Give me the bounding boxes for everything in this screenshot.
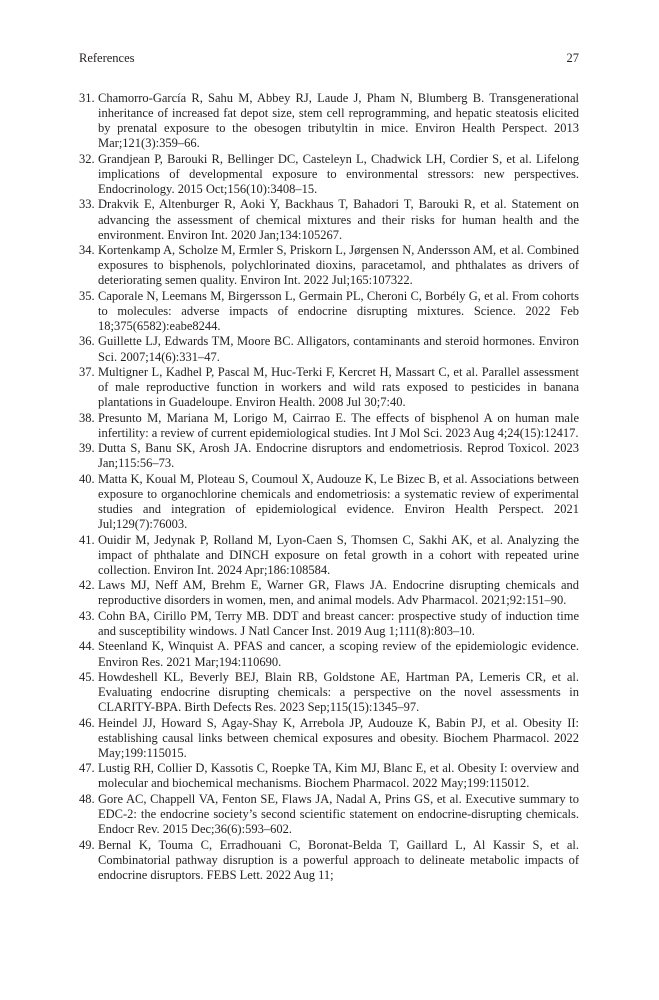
reference-number: 33. <box>79 197 95 212</box>
reference-item <box>79 670 579 715</box>
reference-item <box>79 472 579 532</box>
reference-text: Howdeshell KL, Beverly BEJ, Blain RB, Goldstone AE, Hartman PA, Lemeris CR, et al. Evaluating endocrine disrupting chemicals: a perspective on the novel assessments in CLARITY-BPA. Birth Defects Res. 2023 Sep;115(15):1345–97. <box>98 670 579 715</box>
reference-text: Drakvik E, Altenburger R, Aoki Y, Backhaus T, Bahadori T, Barouki R, et al. Statement on advancing the assessment of chemical mixtures and their risks for human health and the environment. Environ Int. 2020 Jan;134:105267. <box>98 197 579 242</box>
reference-item <box>79 716 579 761</box>
reference-item <box>79 289 579 334</box>
reference-item <box>79 152 579 197</box>
reference-text: Bernal K, Touma C, Erradhouani C, Boronat-Belda T, Gaillard L, Al Kassir S, et al. Combinatorial pathway disruption is a powerful approach to delineate metabolic impacts of endocrine disruptors. FEBS Lett. 2022 Aug 11; <box>98 837 579 882</box>
reference-item <box>79 411 579 441</box>
reference-text: Cohn BA, Cirillo PM, Terry MB. DDT and breast cancer: prospective study of induction time and susceptibility windows. J Natl Cancer Inst. 2019 Aug 1;111(8):803–10. <box>98 608 579 638</box>
reference-number: 40. <box>79 471 95 486</box>
reference-text: Lustig RH, Collier D, Kassotis C, Roepke TA, Kim MJ, Blanc E, et al. Obesity I: overview and molecular and biochemical mechanisms. Biochem Pharmacol. 2022 May;199:115012. <box>98 761 579 791</box>
reference-number: 43. <box>79 608 95 623</box>
reference-list <box>79 91 579 883</box>
reference-item <box>79 365 579 410</box>
reference-text: Caporale N, Leemans M, Birgersson L, Germain PL, Cheroni C, Borbély G, et al. From cohorts to molecules: adverse impacts of endocrine disrupting mixtures. Science. 2022 Feb 18;375(6582):eabe8244. <box>98 288 579 333</box>
reference-number: 47. <box>79 761 95 776</box>
reference-item <box>79 533 579 578</box>
reference-text: Dutta S, Banu SK, Arosh JA. Endocrine disruptors and endometriosis. Reprod Toxicol. 2023 Jan;115:56–73. <box>98 441 579 471</box>
reference-text: Multigner L, Kadhel P, Pascal M, Huc-Terki F, Kercret H, Massart C, et al. Parallel assessment of male reproductive function in workers and wild rats exposed to pesticides in banana plantations in Guadeloupe. Environ Health. 2008 Jul 30;7:40. <box>98 365 579 410</box>
reference-item <box>79 609 579 639</box>
reference-number: 31. <box>79 91 95 105</box>
reference-text: Chamorro-García R, Sahu M, Abbey RJ, Laude J, Pham N, Blumberg B. Transgenerational inheritance of increased fat depot size, stem cell reprogramming, and hepatic steatosis elicited by prenatal exposure to the obesogen tributyltin in mice. Environ Health Perspect. 2013 Mar;121(3):359–66. <box>98 91 579 151</box>
reference-text: Ouidir M, Jedynak P, Rolland M, Lyon-Caen S, Thomsen C, Sakhi AK, et al. Analyzing the impact of phthalate and DINCH exposure on fetal growth in a cohort with repeated urine collection. Environ Int. 2024 Apr;186:108584. <box>98 532 579 577</box>
reference-number: 49. <box>79 837 95 852</box>
reference-number: 42. <box>79 578 95 593</box>
reference-text: Gore AC, Chappell VA, Fenton SE, Flaws JA, Nadal A, Prins GS, et al. Executive summary to EDC-2: the endocrine society’s second scientific statement on endocrine-disrupting chemicals. Endocr Rev. 2015 Dec;36(6):593–602. <box>98 791 579 837</box>
reference-number: 38. <box>79 410 95 425</box>
reference-number: 37. <box>79 365 95 380</box>
page-number: 27 <box>566 51 579 65</box>
reference-number: 45. <box>79 670 95 685</box>
reference-text: Steenland K, Winquist A. PFAS and cancer, a scoping review of the epidemiologic evidence. Environ Res. 2021 Mar;194:110690. <box>98 639 579 669</box>
reference-item <box>79 197 579 242</box>
reference-text: Matta K, Koual M, Ploteau S, Coumoul X, Audouze K, Le Bizec B, et al. Associations between exposure to organochlorine chemicals and endometriosis: a systematic review of experimental studies and integration of epidemiological evidence. Environ Health Perspect. 2021 Jul;129(7):76003. <box>98 471 579 532</box>
reference-item <box>79 334 579 364</box>
reference-number: 39. <box>79 441 95 456</box>
running-head: References <box>79 51 135 65</box>
reference-number: 34. <box>79 243 95 258</box>
reference-item <box>79 792 579 837</box>
reference-text: Kortenkamp A, Scholze M, Ermler S, Priskorn L, Jørgensen N, Andersson AM, et al. Combined exposures to bisphenols, polychlorinated dioxins, paracetamol, and phthalates as drivers of deteriorating semen quality. Environ Int. 2022 Jul;165:107322. <box>98 243 579 288</box>
reference-number: 41. <box>79 532 95 547</box>
reference-item <box>79 639 579 669</box>
reference-item <box>79 441 579 471</box>
reference-text: Presunto M, Mariana M, Lorigo M, Cairrao E. The effects of bisphenol A on human male infertility: a review of current epidemiological studies. Int J Mol Sci. 2023 Aug 4;24(15):12417. <box>98 410 579 440</box>
reference-item <box>79 838 579 883</box>
reference-number: 46. <box>79 715 95 730</box>
reference-item <box>79 761 579 791</box>
reference-number: 48. <box>79 791 95 806</box>
reference-number: 35. <box>79 288 95 303</box>
reference-item <box>79 578 579 608</box>
reference-number: 32. <box>79 151 95 166</box>
page-header <box>79 50 579 66</box>
reference-item <box>79 243 579 288</box>
reference-text: Guillette LJ, Edwards TM, Moore BC. Alligators, contaminants and steroid hormones. Environ Sci. 2007;14(6):331–47. <box>98 334 579 364</box>
reference-text: Laws MJ, Neff AM, Brehm E, Warner GR, Flaws JA. Endocrine disrupting chemicals and reproductive disorders in women, men, and animal models. Adv Pharmacol. 2021;92:151–90. <box>98 578 579 608</box>
reference-text: Heindel JJ, Howard S, Agay-Shay K, Arrebola JP, Audouze K, Babin PJ, et al. Obesity II: establishing causal links between chemical exposures and obesity. Biochem Pharmacol. 2022 May;199:115015. <box>98 715 579 760</box>
reference-text: Grandjean P, Barouki R, Bellinger DC, Casteleyn L, Chadwick LH, Cordier S, et al. Lifelong implications of developmental exposure to environmental stressors: new perspectives. Endocrinology. 2015 Oct;156(10):3408–15. <box>98 151 579 196</box>
reference-number: 44. <box>79 639 95 654</box>
reference-item <box>79 91 579 151</box>
reference-number: 36. <box>79 334 95 349</box>
